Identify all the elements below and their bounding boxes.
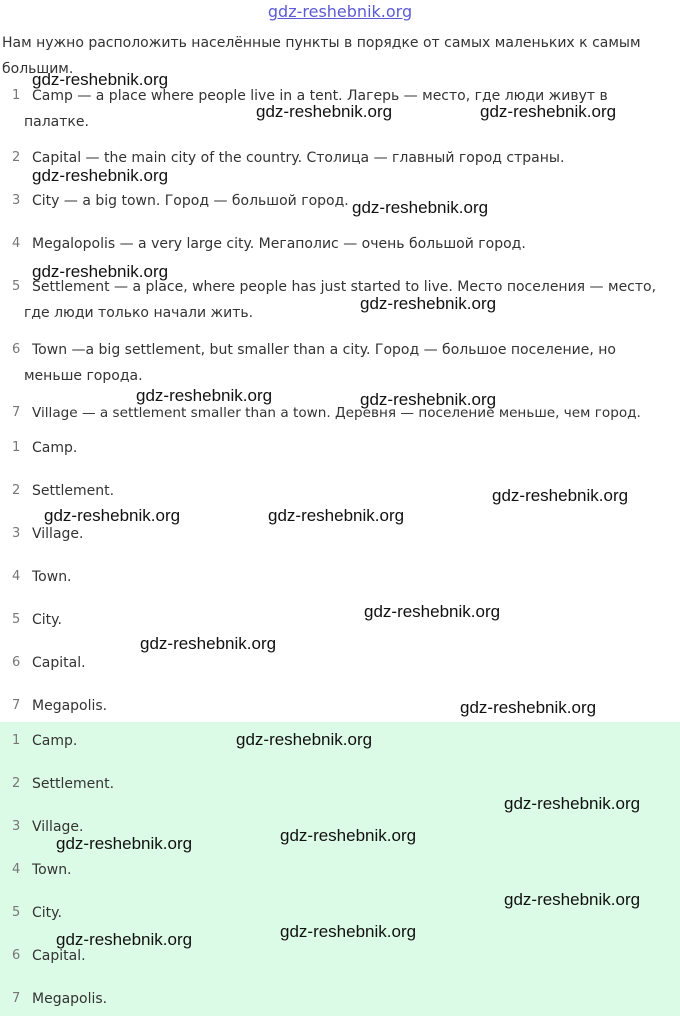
item-number: 1	[12, 733, 21, 748]
item-number: 1	[12, 88, 21, 103]
watermark: gdz-reshebnik.org	[460, 698, 597, 717]
list-item-text: Village.	[32, 526, 84, 542]
definition-item	[0, 187, 680, 215]
list-item-text: Capital.	[32, 655, 86, 671]
definition-text: City — a big town. Город — большой город.	[32, 193, 349, 209]
watermark: gdz-reshebnik.org	[364, 602, 501, 621]
watermark: gdz-reshebnik.org	[56, 834, 193, 853]
watermark: gdz-reshebnik.org	[256, 102, 393, 121]
item-number: 6	[12, 655, 21, 670]
watermark: gdz-reshebnik.org	[44, 506, 181, 525]
list-item	[0, 434, 680, 462]
item-number: 5	[12, 279, 21, 294]
answer-item	[0, 985, 680, 1013]
item-number: 5	[12, 612, 21, 627]
intro-text: Нам нужно расположить населённые пункты в порядке от самых маленьких к самым большим.	[2, 35, 641, 77]
item-number: 1	[12, 440, 21, 455]
definition-text: Town —a big settlement, but smaller than a city. Город — большое поселение, но	[32, 342, 616, 358]
list-item	[0, 649, 680, 677]
definition-text: Village — a settlement smaller than a town. Деревня — поселение меньше, чем город.	[32, 405, 641, 421]
watermark: gdz-reshebnik.org	[236, 730, 373, 749]
watermark: gdz-reshebnik.org	[280, 922, 417, 941]
list-item-text: City.	[32, 612, 62, 628]
answer-item-text: Capital.	[32, 948, 86, 964]
watermark: gdz-reshebnik.org	[480, 102, 617, 121]
definition-item	[0, 336, 680, 390]
watermark: gdz-reshebnik.org	[140, 634, 277, 653]
item-number: 4	[12, 569, 21, 584]
watermark: gdz-reshebnik.org	[32, 166, 169, 185]
item-number: 3	[12, 193, 21, 208]
list-item	[0, 606, 680, 634]
item-number: 2	[12, 483, 21, 498]
site-link[interactable]: gdz-reshebnik.org	[267, 2, 413, 21]
item-number: 7	[12, 405, 21, 420]
item-number: 3	[12, 526, 21, 541]
item-number: 4	[12, 236, 21, 251]
item-number: 7	[12, 991, 21, 1006]
definition-text: Camp — a place where people live in a tent. Лагерь — место, где люди живут в	[32, 88, 608, 104]
definition-text: Settlement — a place, where people has just started to live. Место поселения — место,	[32, 279, 657, 295]
answer-item-text: Village.	[32, 819, 84, 835]
watermark: gdz-reshebnik.org	[32, 262, 169, 281]
item-number: 2	[12, 150, 21, 165]
watermark: gdz-reshebnik.org	[32, 70, 169, 89]
list-item-text: Megapolis.	[32, 698, 108, 714]
watermark: gdz-reshebnik.org	[56, 930, 193, 949]
item-number: 7	[12, 698, 21, 713]
watermark: gdz-reshebnik.org	[504, 794, 641, 813]
item-number: 6	[12, 342, 21, 357]
item-number: 3	[12, 819, 21, 834]
item-number: 5	[12, 905, 21, 920]
watermark: gdz-reshebnik.org	[504, 890, 641, 909]
definition-item	[0, 399, 680, 427]
list-item-text: Town.	[32, 569, 72, 585]
watermark: gdz-reshebnik.org	[268, 506, 405, 525]
definition-text: Capital — the main city of the country. Столица — главный город страны.	[32, 150, 565, 166]
watermark: gdz-reshebnik.org	[280, 826, 417, 845]
definition-text-cont: где люди только начали жить.	[24, 305, 254, 321]
answer-item-text: Megapolis.	[32, 991, 108, 1007]
watermark: gdz-reshebnik.org	[136, 386, 273, 405]
item-number: 4	[12, 862, 21, 877]
answer-item-text: Town.	[32, 862, 72, 878]
watermark: gdz-reshebnik.org	[352, 198, 489, 217]
watermark: gdz-reshebnik.org	[360, 294, 497, 313]
definition-text: Megalopolis — a very large city. Мегаполис — очень большой город.	[32, 236, 526, 252]
definition-item	[0, 230, 680, 258]
list-item-text: Camp.	[32, 440, 78, 456]
answer-item	[0, 856, 680, 884]
item-number: 6	[12, 948, 21, 963]
watermark: gdz-reshebnik.org	[492, 486, 629, 505]
list-item-text: Settlement.	[32, 483, 115, 499]
definition-text-cont: меньше города.	[24, 368, 143, 384]
item-number: 2	[12, 776, 21, 791]
answer-item-text: City.	[32, 905, 62, 921]
list-item	[0, 563, 680, 591]
answer-item-text: Camp.	[32, 733, 78, 749]
definition-text-cont: палатке.	[24, 114, 89, 130]
watermark: gdz-reshebnik.org	[360, 390, 497, 409]
answer-item-text: Settlement.	[32, 776, 115, 792]
